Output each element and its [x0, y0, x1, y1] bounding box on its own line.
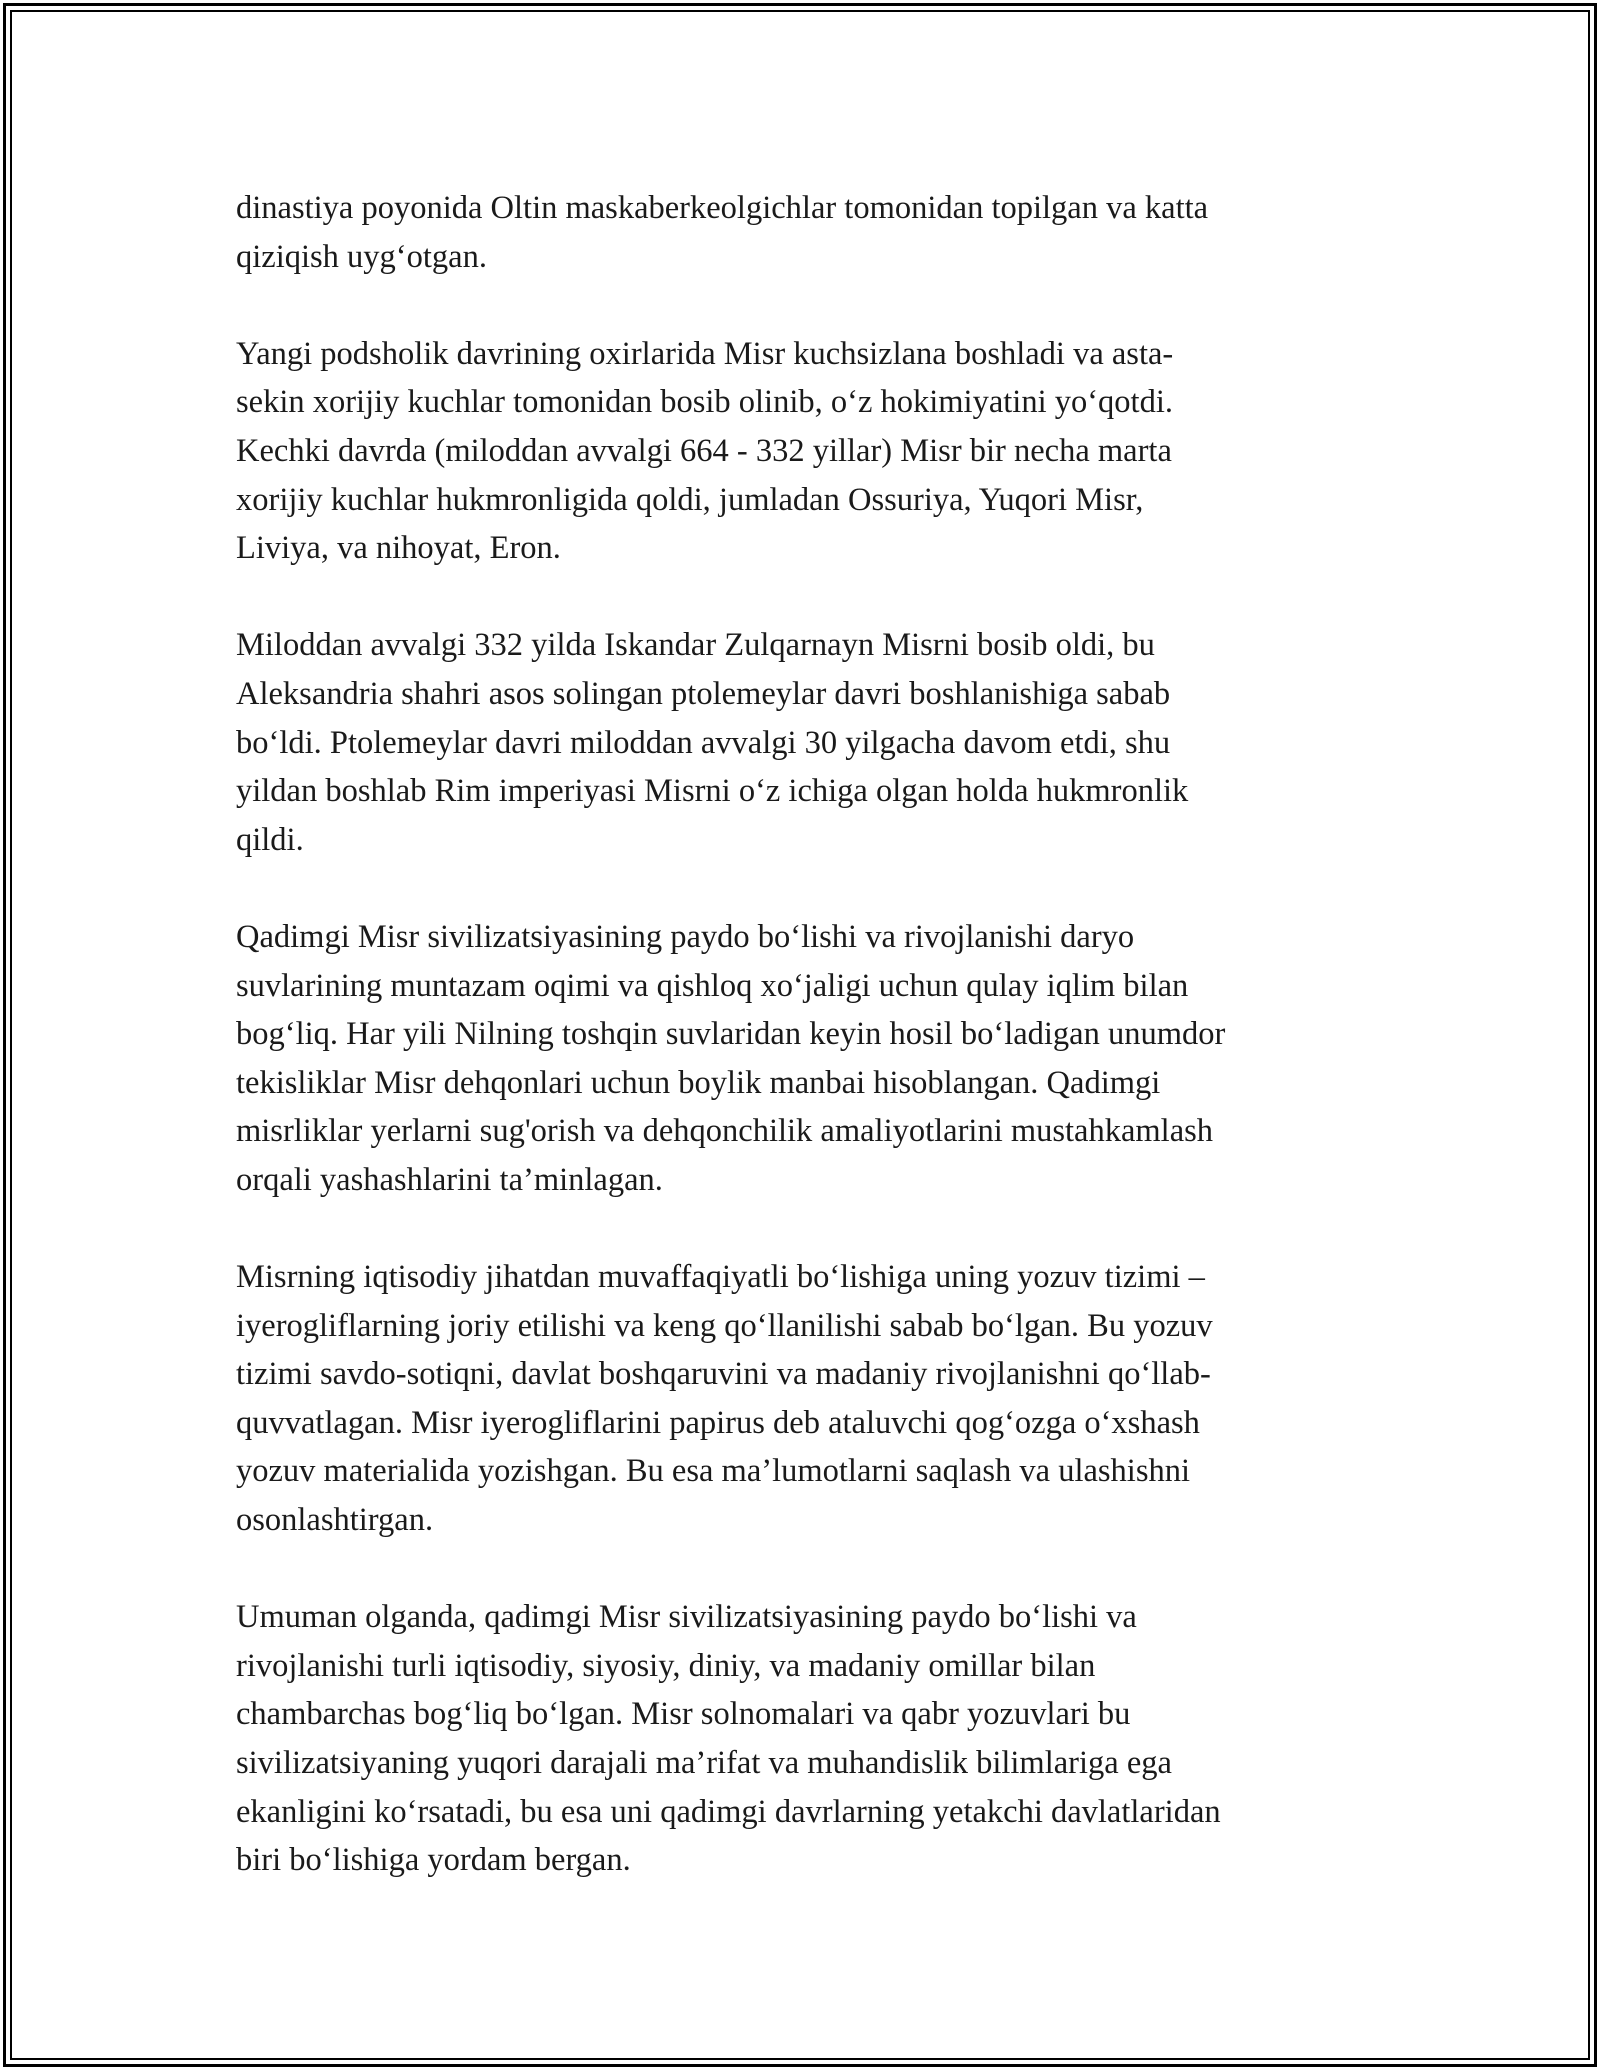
- text-line: bo‘ldi. Ptolemeylar davri miloddan avvalgi 30 yilgacha davom etdi, shu: [236, 724, 1171, 761]
- text-line: ekanligini ko‘rsatadi, bu esa uni qadimgi davrlarning yetakchi davlatlaridan: [236, 1793, 1221, 1830]
- text-line: sivilizatsiyaning yuqori darajali ma’rifat va muhandislik bilimlariga ega: [236, 1745, 1172, 1781]
- text-line: quvvatlagan. Misr iyerogliflarini papirus deb ataluvchi qog‘ozga o‘xshash: [236, 1404, 1200, 1441]
- paragraph-1: [236, 184, 1366, 281]
- text-line: bog‘liq. Har yili Nilning toshqin suvlaridan keyin hosil bo‘ladigan unumdor: [236, 1016, 1226, 1053]
- text-line: Misrning iqtisodiy jihatdan muvaffaqiyatli bo‘lishiga uning yozuv tizimi –: [236, 1259, 1205, 1296]
- document-body: [236, 184, 1366, 1933]
- text-line: tekisliklar Misr dehqonlari uchun boylik manbai hisoblangan. Qadimgi: [236, 1064, 1161, 1101]
- paragraph-6: [236, 1593, 1366, 1885]
- text-line: osonlashtirgan.: [236, 1502, 434, 1539]
- text-line: iyerogliflarning joriy etilishi va keng qo‘llanilishi sabab bo‘lgan. Bu yozuv: [236, 1307, 1213, 1344]
- text-line: Aleksandria shahri asos solingan ptolemeylar davri boshlanishiga sabab: [236, 675, 1171, 712]
- text-line: qiziqish uyg‘otgan.: [236, 238, 487, 275]
- text-line: rivojlanishi turli iqtisodiy, siyosiy, diniy, va madaniy omillar bilan: [236, 1647, 1096, 1684]
- text-line: tizimi savdo-sotiqni, davlat boshqaruvini va madaniy rivojlanishni qo‘llab-: [236, 1356, 1211, 1393]
- text-line: Miloddan avvalgi 332 yilda Iskandar Zulqarnayn Misrni bosib oldi, bu: [236, 627, 1155, 664]
- paragraph-4: [236, 913, 1366, 1205]
- paragraph-3: [236, 621, 1366, 864]
- text-line: suvlarining muntazam oqimi va qishloq xo‘jaligi uchun qulay iqlim bilan: [236, 967, 1189, 1004]
- text-line: biri bo‘lishiga yordam bergan.: [236, 1842, 631, 1879]
- paragraph-2: [236, 330, 1366, 573]
- text-line: Qadimgi Misr sivilizatsiyasining paydo bo‘lishi va rivojlanishi daryo: [236, 918, 1135, 955]
- text-line: Umuman olganda, qadimgi Misr sivilizatsiyasining paydo bo‘lishi va: [236, 1599, 1137, 1636]
- text-line: Yangi podsholik davrining oxirlarida Misr kuchsizlana boshladi va asta-: [236, 335, 1174, 372]
- text-line: yildan boshlab Rim imperiyasi Misrni o‘z ichiga olgan holda hukmronlik: [236, 773, 1189, 810]
- text-line: Kechki davrda (miloddan avvalgi 664 - 332 yillar) Misr bir necha marta: [236, 432, 1172, 469]
- text-line: Liviya, va nihoyat, Eron.: [236, 530, 561, 567]
- text-line: orqali yashashlarini ta’minlagan.: [236, 1161, 663, 1198]
- text-line: misrliklar yerlarni sug'orish va dehqonchilik amaliyotlarini mustahkamlash: [236, 1113, 1214, 1150]
- text-line: sekin xorijiy kuchlar tomonidan bosib olinib, o‘z hokimiyatini yo‘qotdi.: [236, 384, 1173, 421]
- text-line: xorijiy kuchlar hukmronligida qoldi, jumladan Ossuriya, Yuqori Misr,: [236, 481, 1144, 518]
- text-line: yozuv materialida yozishgan. Bu esa ma’lumotlarni saqlash va ulashishni: [236, 1453, 1191, 1490]
- text-line: qildi.: [236, 821, 304, 858]
- text-line: dinastiya poyonida Oltin maskaberkeolgichlar tomonidan topilgan va katta: [236, 190, 1209, 226]
- text-line: chambarchas bog‘liq bo‘lgan. Misr solnomalari va qabr yozuvlari bu: [236, 1696, 1131, 1733]
- paragraph-5: [236, 1253, 1366, 1545]
